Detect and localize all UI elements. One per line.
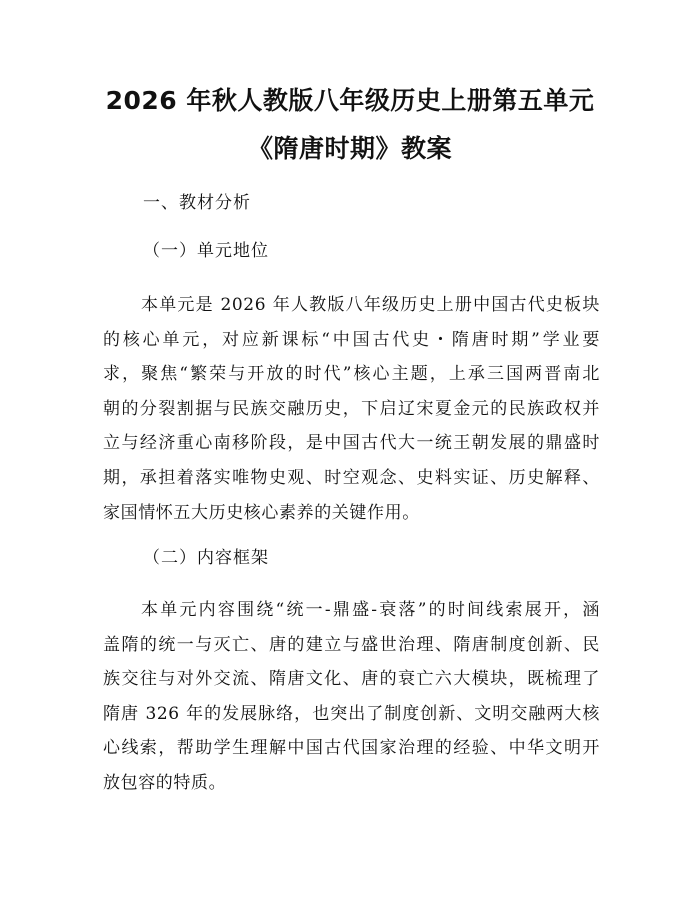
section-heading-textbook-analysis: 一、教材分析 [143,193,251,213]
document-title-line-2: 《隋唐时期》教案 [247,134,452,163]
paragraph-line: 盖隋的统一与灭亡、唐的建立与盛世治理、隋唐制度创新、民 [103,634,600,655]
paragraph-line: 期，承担着落实唯物史观、时空观念、史料实证、历史解释、 [103,467,600,488]
paragraph-line: 的核心单元，对应新课标“中国古代史・隋唐时期”学业要 [103,329,600,350]
paragraph-line: 朝的分裂割据与民族交融历史，下启辽宋夏金元的民族政权并 [103,398,600,419]
paragraph-content-framework [103,593,600,801]
paragraph-line: 求，聚焦“繁荣与开放的时代”核心主题，上承三国两晋南北 [103,364,600,385]
document-title-line-1: 2026 年秋人教版八年级历史上册第五单元 [105,86,595,115]
paragraph-line: 心线索，帮助学生理解中国古代国家治理的经验、中华文明开 [103,738,600,759]
paragraph-line: 家国情怀五大历史核心素养的关键作用。 [103,502,420,523]
paragraph-line: 族交往与对外交流、隋唐文化、唐的衰亡六大模块，既梳理了 [103,669,600,690]
subsection-heading-unit-position: （一）单元地位 [143,241,269,261]
paragraph-line: 本单元内容围绕“统一-鼎盛-衰落”的时间线索展开，涵 [141,600,600,620]
paragraph-unit-position [103,288,600,530]
subsection-heading-content-framework: （二）内容框架 [143,548,269,568]
paragraph-line: 立与经济重心南移阶段，是中国古代大一统王朝发展的鼎盛时 [103,433,600,454]
paragraph-line: 本单元是 2026 年人教版八年级历史上册中国古代史板块 [141,295,600,315]
paragraph-line: 放包容的特质。 [103,772,227,793]
paragraph-line: 隋唐 326 年的发展脉络，也突出了制度创新、文明交融两大核 [103,703,600,724]
